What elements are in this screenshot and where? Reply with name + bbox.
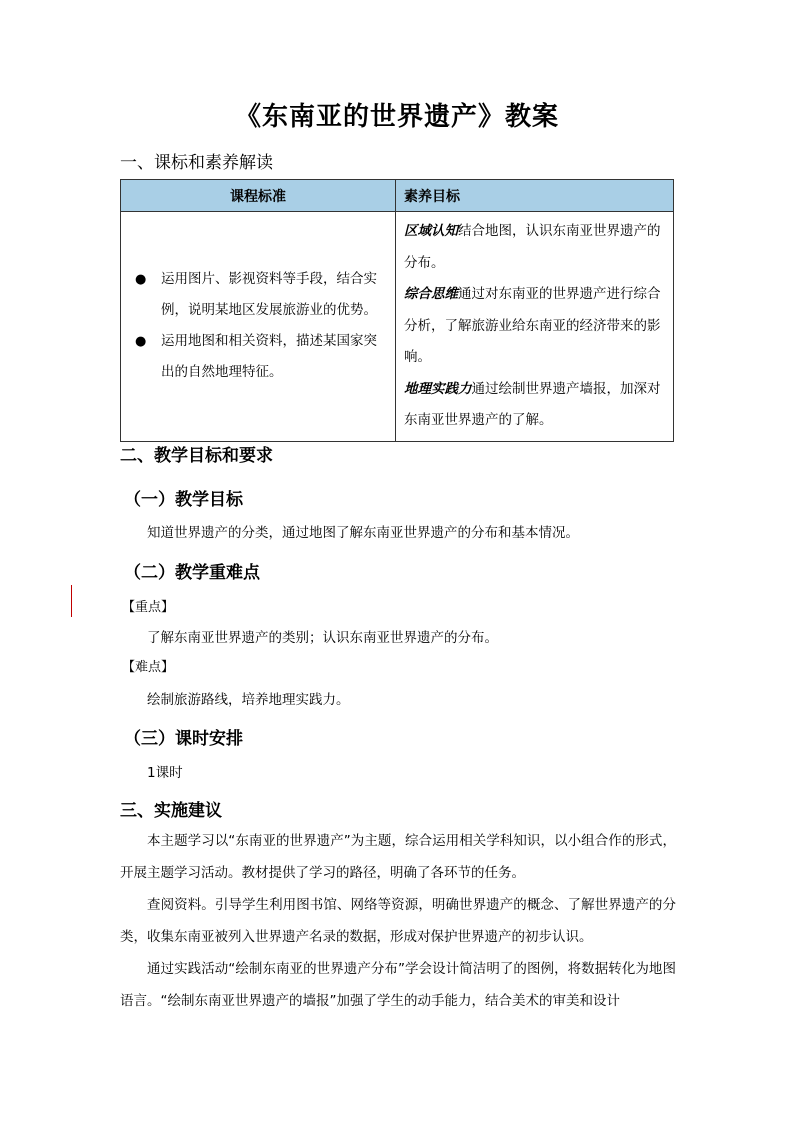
key-point-tag: 【重点】 — [122, 600, 175, 615]
paragraph: 查阅资料。引导学生利用图书馆、网络等资源，明确世界遗产的概念、了解世界遗产的分类，收集东南亚被列入世界遗产名录的数据，形成对保护世界遗产的初步认识。 — [120, 897, 676, 945]
literacy-text: 通过绘制世界遗产墙报，加深对东南亚世界遗产的了解。 — [404, 380, 661, 428]
standard-item — [131, 326, 387, 388]
literacy-label: 区域认知 — [404, 223, 458, 239]
subheading-schedule: （三）课时安排 — [124, 729, 243, 749]
literacy-label: 综合思维 — [404, 286, 458, 302]
subheading-teaching-goals: （一）教学目标 — [124, 490, 243, 510]
section-heading-standards: 一、课标和素养解读 — [120, 153, 273, 173]
bullet-icon: ● — [135, 334, 147, 350]
table-row — [121, 212, 674, 442]
literacy-item — [404, 216, 667, 279]
standard-item — [131, 264, 387, 326]
header-literacy-goal: 素养目标 — [396, 180, 674, 212]
document-title: 《东南亚的世界遗产》教案 — [234, 102, 559, 132]
literacy-label: 地理实践力 — [404, 380, 472, 397]
literacy-text: 结合地图，认识东南亚世界遗产的分布。 — [404, 223, 661, 271]
subheading-key-points: （二）教学重难点 — [124, 563, 260, 583]
header-curriculum-standard: 课程标准 — [121, 180, 396, 212]
table-header-row — [121, 180, 674, 212]
paragraph: 本主题学习以“东南亚的世界遗产”为主题，综合运用相关学科知识，以小组合作的形式，开展主题学习活动。教材提供了学习的路径，明确了各环节的任务。 — [120, 833, 676, 881]
text-cursor-marker — [71, 585, 72, 617]
literacy-text: 通过对东南亚的世界遗产进行综合分析，了解旅游业给东南亚的经济带来的影响。 — [404, 286, 661, 365]
difficulty-tag: 【难点】 — [122, 660, 175, 675]
teaching-goals-text: 知道世界遗产的分类，通过地图了解东南亚世界遗产的分布和基本情况。 — [147, 525, 579, 541]
standards-table — [120, 179, 674, 442]
standards-cell — [121, 212, 396, 442]
difficulty-text: 绘制旅游路线，培养地理实践力。 — [147, 692, 350, 708]
literacy-cell — [396, 212, 674, 442]
standard-text: 运用地图和相关资料，描述某国家突出的自然地理特征。 — [161, 333, 377, 381]
bullet-icon: ● — [135, 272, 147, 288]
schedule-text: 1课时 — [147, 765, 183, 781]
key-point-text: 了解东南亚世界遗产的类别；认识东南亚世界遗产的分布。 — [147, 630, 498, 646]
section-heading-objectives: 二、教学目标和要求 — [120, 446, 273, 466]
literacy-item — [404, 279, 667, 374]
literacy-item — [404, 374, 667, 437]
standard-text: 运用图片、影视资料等手段，结合实例，说明某地区发展旅游业的优势。 — [161, 271, 377, 319]
paragraph: 通过实践活动“绘制东南亚的世界遗产分布”学会设计简洁明了的图例，将数据转化为地图语言。“绘制东南亚世界遗产的墙报”加强了学生的动手能力，结合美术的审美和设计 — [120, 961, 676, 1009]
section-heading-suggestions: 三、实施建议 — [120, 801, 222, 821]
